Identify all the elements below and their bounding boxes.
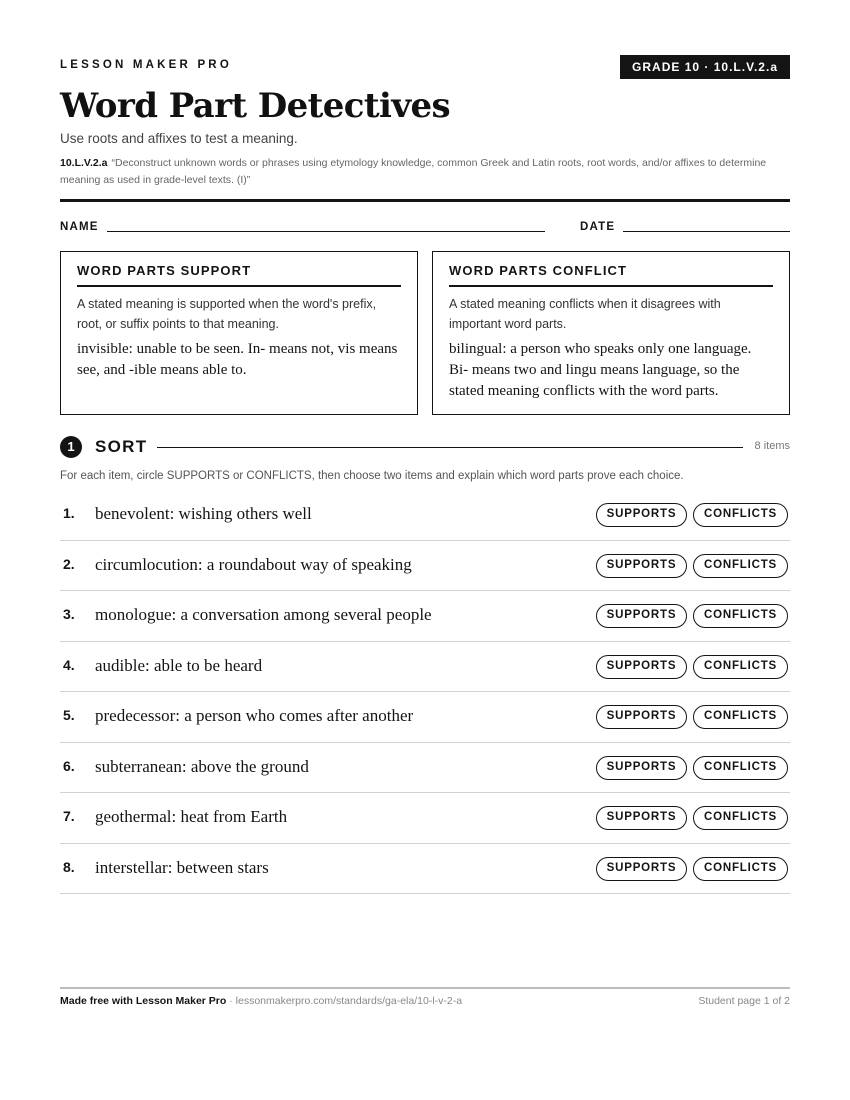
item-number: 5. xyxy=(63,707,75,723)
item-text: predecessor: a person who comes after another xyxy=(95,706,414,725)
sort-item xyxy=(60,793,790,844)
sort-item xyxy=(60,844,790,895)
top-bar xyxy=(60,55,790,79)
conflicts-choice[interactable]: CONFLICTS xyxy=(693,604,788,628)
support-box-description: A stated meaning is supported when the word's prefix, root, or suffix points to that meaning. xyxy=(77,297,377,331)
sort-item xyxy=(60,541,790,592)
item-number: 3. xyxy=(63,606,75,622)
section-title: SORT xyxy=(95,437,148,456)
conflicts-choice[interactable]: CONFLICTS xyxy=(693,705,788,729)
section-number-badge: 1 xyxy=(60,436,82,458)
footer-page-number: Student page 1 of 2 xyxy=(698,995,790,1007)
section-instructions: For each item, circle SUPPORTS or CONFLICTS, then choose two items and explain which word parts prove each choice. xyxy=(60,470,684,482)
supports-choice[interactable]: SUPPORTS xyxy=(596,503,687,527)
item-text: benevolent: wishing others well xyxy=(95,504,312,523)
item-text: subterranean: above the ground xyxy=(95,756,309,776)
header-divider xyxy=(60,199,790,202)
supports-choice[interactable]: SUPPORTS xyxy=(596,655,687,679)
word-parts-conflict-box xyxy=(432,251,790,415)
item-text: geothermal: heat from Earth xyxy=(95,807,288,826)
item-text: interstellar: between stars xyxy=(95,857,269,877)
supports-choice[interactable]: SUPPORTS xyxy=(596,857,687,881)
item-text: monologue: a conversation among several people xyxy=(95,605,432,624)
grade-badge: GRADE 10 · 10.L.V.2.a xyxy=(620,55,790,79)
date-label: DATE xyxy=(580,221,616,233)
conflicts-choice[interactable]: CONFLICTS xyxy=(693,756,788,780)
item-number: 6. xyxy=(63,757,75,774)
worksheet-page xyxy=(60,0,790,1100)
supports-choice[interactable]: SUPPORTS xyxy=(596,806,687,830)
sort-item xyxy=(60,642,790,693)
item-count: 8 items xyxy=(754,440,790,452)
section-header xyxy=(60,436,790,458)
item-number: 8. xyxy=(63,858,75,875)
item-number: 4. xyxy=(63,656,75,673)
word-parts-support-box xyxy=(60,251,418,415)
name-field-line[interactable] xyxy=(107,231,545,232)
name-label: NAME xyxy=(60,221,99,233)
conflict-box-title: WORD PARTS CONFLICT xyxy=(449,263,773,287)
support-box-example: invisible: unable to be seen. In- means not, vis means see, and -ible means able to. xyxy=(77,341,398,378)
sort-item xyxy=(60,490,790,541)
sort-item-list xyxy=(60,490,790,894)
footer-divider xyxy=(60,987,790,989)
page-subtitle: Use roots and affixes to test a meaning. xyxy=(60,131,298,146)
standard-code: 10.L.V.2.a xyxy=(60,157,108,169)
sort-item xyxy=(60,743,790,794)
item-number: 1. xyxy=(63,505,75,521)
conflicts-choice[interactable]: CONFLICTS xyxy=(693,806,788,830)
item-number: 2. xyxy=(63,555,75,572)
conflicts-choice[interactable]: CONFLICTS xyxy=(693,554,788,578)
item-text: circumlocution: a roundabout way of speaking xyxy=(95,554,412,574)
supports-choice[interactable]: SUPPORTS xyxy=(596,554,687,578)
footer-url[interactable]: · lessonmakerpro.com/standards/ga-ela/10-l-v-2-a xyxy=(226,995,463,1007)
footer-made-with: Made free with Lesson Maker Pro xyxy=(60,995,227,1007)
sort-item xyxy=(60,692,790,743)
supports-choice[interactable]: SUPPORTS xyxy=(596,604,687,628)
supports-choice[interactable]: SUPPORTS xyxy=(596,756,687,780)
conflicts-choice[interactable]: CONFLICTS xyxy=(693,503,788,527)
standard-text: “Deconstruct unknown words or phrases using etymology knowledge, common Greek and Latin roots, root words, and/or affixes to determine meaning as used in grade-level texts. (I)” xyxy=(60,157,767,186)
conflicts-choice[interactable]: CONFLICTS xyxy=(693,857,788,881)
standard-description xyxy=(60,155,790,189)
page-title: Word Part Detectives xyxy=(60,86,451,126)
support-box-title: WORD PARTS SUPPORT xyxy=(77,263,401,287)
date-field-line[interactable] xyxy=(623,231,790,232)
conflict-box-description: A stated meaning conflicts when it disagrees with important word parts. xyxy=(449,297,721,331)
conflict-box-example: bilingual: a person who speaks only one language. Bi- means two and lingu means language, so the stated meaning conflicts with the word parts. xyxy=(449,341,752,399)
conflicts-choice[interactable]: CONFLICTS xyxy=(693,655,788,679)
item-text: audible: able to be heard xyxy=(95,655,263,675)
sort-item xyxy=(60,591,790,642)
brand-name: LESSON MAKER PRO xyxy=(60,59,232,71)
item-number: 7. xyxy=(63,808,75,824)
name-date-row xyxy=(60,219,790,235)
footer-credit xyxy=(60,995,462,1007)
section-rule xyxy=(157,447,743,448)
supports-choice[interactable]: SUPPORTS xyxy=(596,705,687,729)
